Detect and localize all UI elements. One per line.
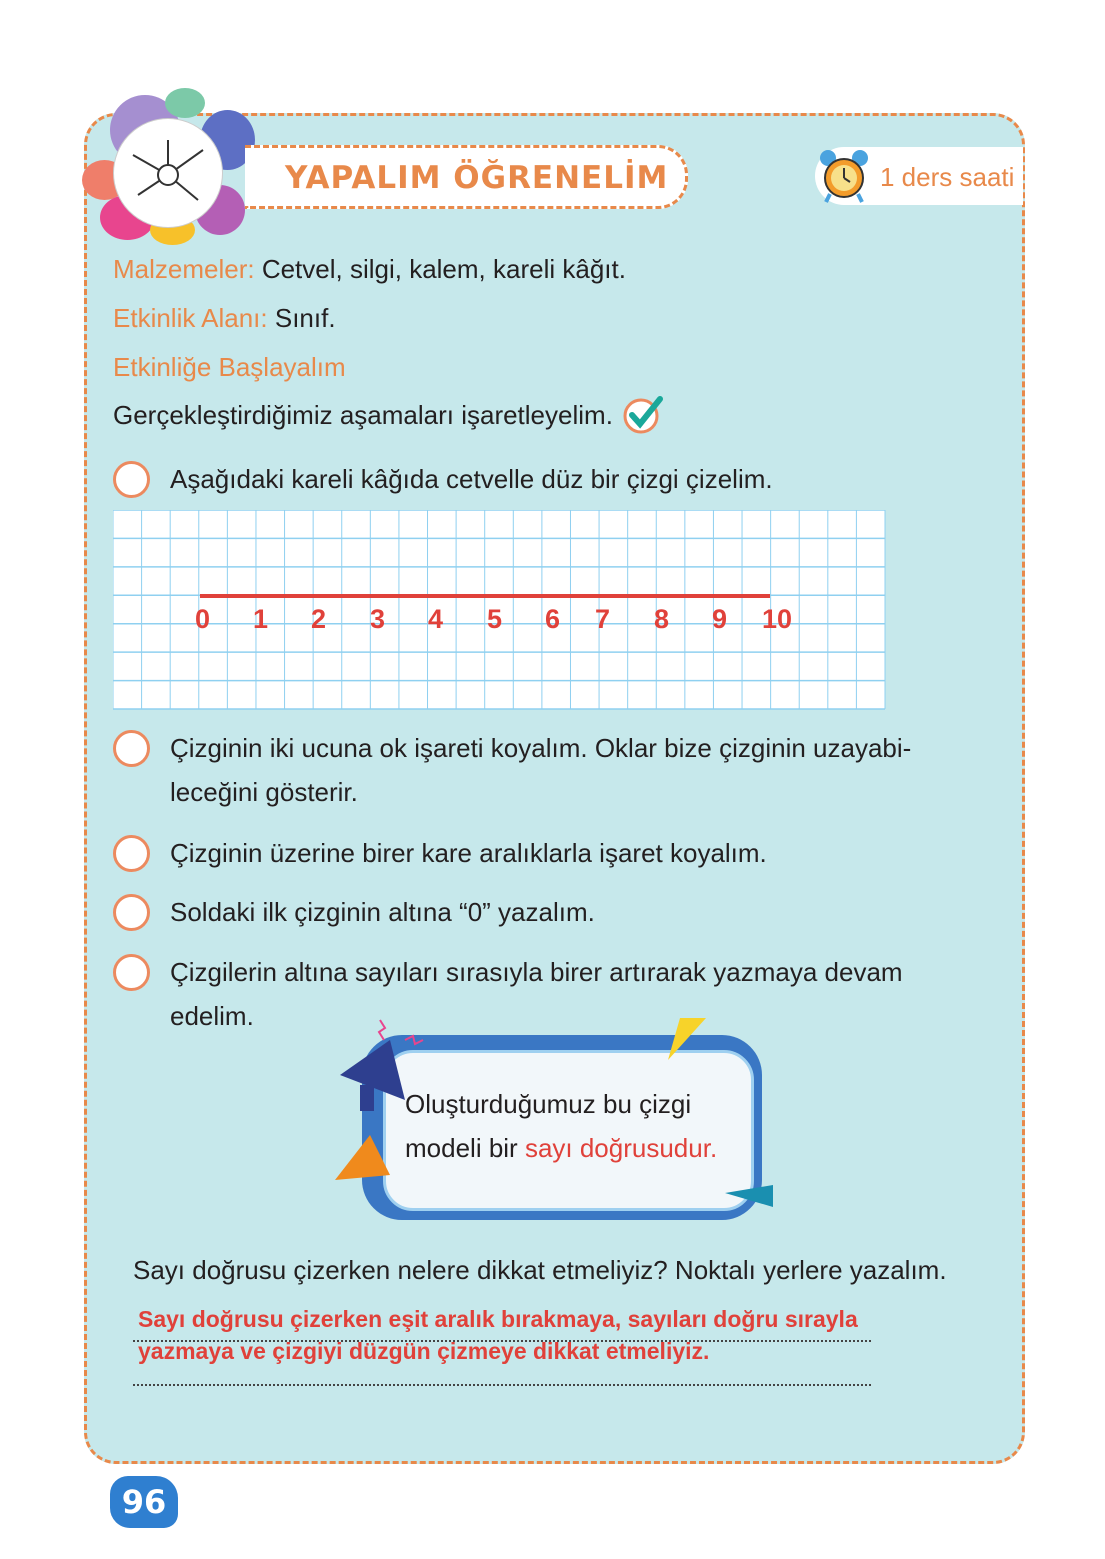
teal-triangle-icon — [725, 1185, 775, 1210]
step-3-checkbox[interactable] — [113, 835, 150, 872]
step-5-checkbox[interactable] — [113, 954, 150, 991]
area-line — [113, 303, 336, 334]
instruction-text: Gerçekleştirdiğimiz aşamaları işaretleyelim. — [113, 400, 613, 430]
step-1-checkbox[interactable] — [113, 461, 150, 498]
page-number: 96 — [110, 1476, 178, 1528]
yellow-triangle-icon — [668, 1015, 708, 1060]
number-label-1: 1 — [253, 604, 269, 634]
callout-line-2 — [405, 1126, 717, 1170]
number-label-0: 0 — [195, 604, 211, 634]
question-text: Sayı doğrusu çizerken nelere dikkat etmeliyiz? Noktalı yerlere yazalım. — [133, 1255, 947, 1285]
section-title: YAPALIM ÖĞRENELİM — [285, 160, 669, 196]
alarm-clock-icon — [818, 148, 870, 204]
callout-text — [405, 1082, 717, 1170]
answer-dotted-line-2 — [133, 1384, 871, 1386]
checkmark-icon — [622, 395, 664, 435]
step-4-checkbox[interactable] — [113, 894, 150, 931]
materials-line — [113, 254, 626, 285]
number-label-8: 8 — [654, 604, 670, 634]
step-3-text: Çizginin üzerine birer kare aralıklarla işaret koyalım. — [170, 838, 767, 868]
hands-icon — [128, 135, 208, 210]
materials-value: Cetvel, silgi, kalem, kareli kâğıt. — [254, 254, 626, 284]
number-label-2: 2 — [311, 604, 327, 634]
step-2-checkbox[interactable] — [113, 730, 150, 767]
step-4-text: Soldaki ilk çizginin altına “0” yazalım. — [170, 897, 595, 927]
number-label-9: 9 — [712, 604, 728, 634]
step-1-text: Aşağıdaki kareli kâğıda cetvelle düz bir çizgi çizelim. — [170, 464, 773, 494]
callout-line-1: Oluşturduğumuz bu çizgi — [405, 1089, 692, 1119]
materials-label: Malzemeler: — [113, 254, 255, 284]
number-label-3: 3 — [370, 604, 386, 634]
orange-triangle-icon — [335, 1135, 395, 1185]
callout-text-plain: modeli bir — [405, 1133, 525, 1163]
number-label-4: 4 — [428, 604, 444, 634]
step-5-text: Çizgilerin altına sayıları sırasıyla birer artırarak yazmaya devam edelim. — [170, 957, 903, 1031]
number-label-10: 10 — [762, 604, 793, 634]
area-label: Etkinlik Alanı: — [113, 303, 268, 333]
answer-line-2[interactable]: yazmaya ve çizgiyi düzgün çizmeye dikkat etmeliyiz. — [138, 1338, 710, 1364]
number-label-5: 5 — [487, 604, 503, 634]
start-heading: Etkinliğe Başlayalım — [113, 352, 346, 382]
answer-line-1[interactable]: Sayı doğrusu çizerken eşit aralık bırakmaya, sayıları doğru sırayla — [138, 1306, 858, 1332]
number-label-6: 6 — [545, 604, 561, 634]
callout-highlight: sayı doğrusudur. — [524, 1133, 718, 1163]
duration-text: 1 ders saati — [880, 162, 1015, 192]
step-2-text: Çizginin iki ucuna ok işareti koyalım. Oklar bize çizginin uzayabi-leceğini gösterir. — [170, 733, 912, 807]
area-value: Sınıf. — [267, 303, 336, 333]
number-label-7: 7 — [595, 604, 611, 634]
